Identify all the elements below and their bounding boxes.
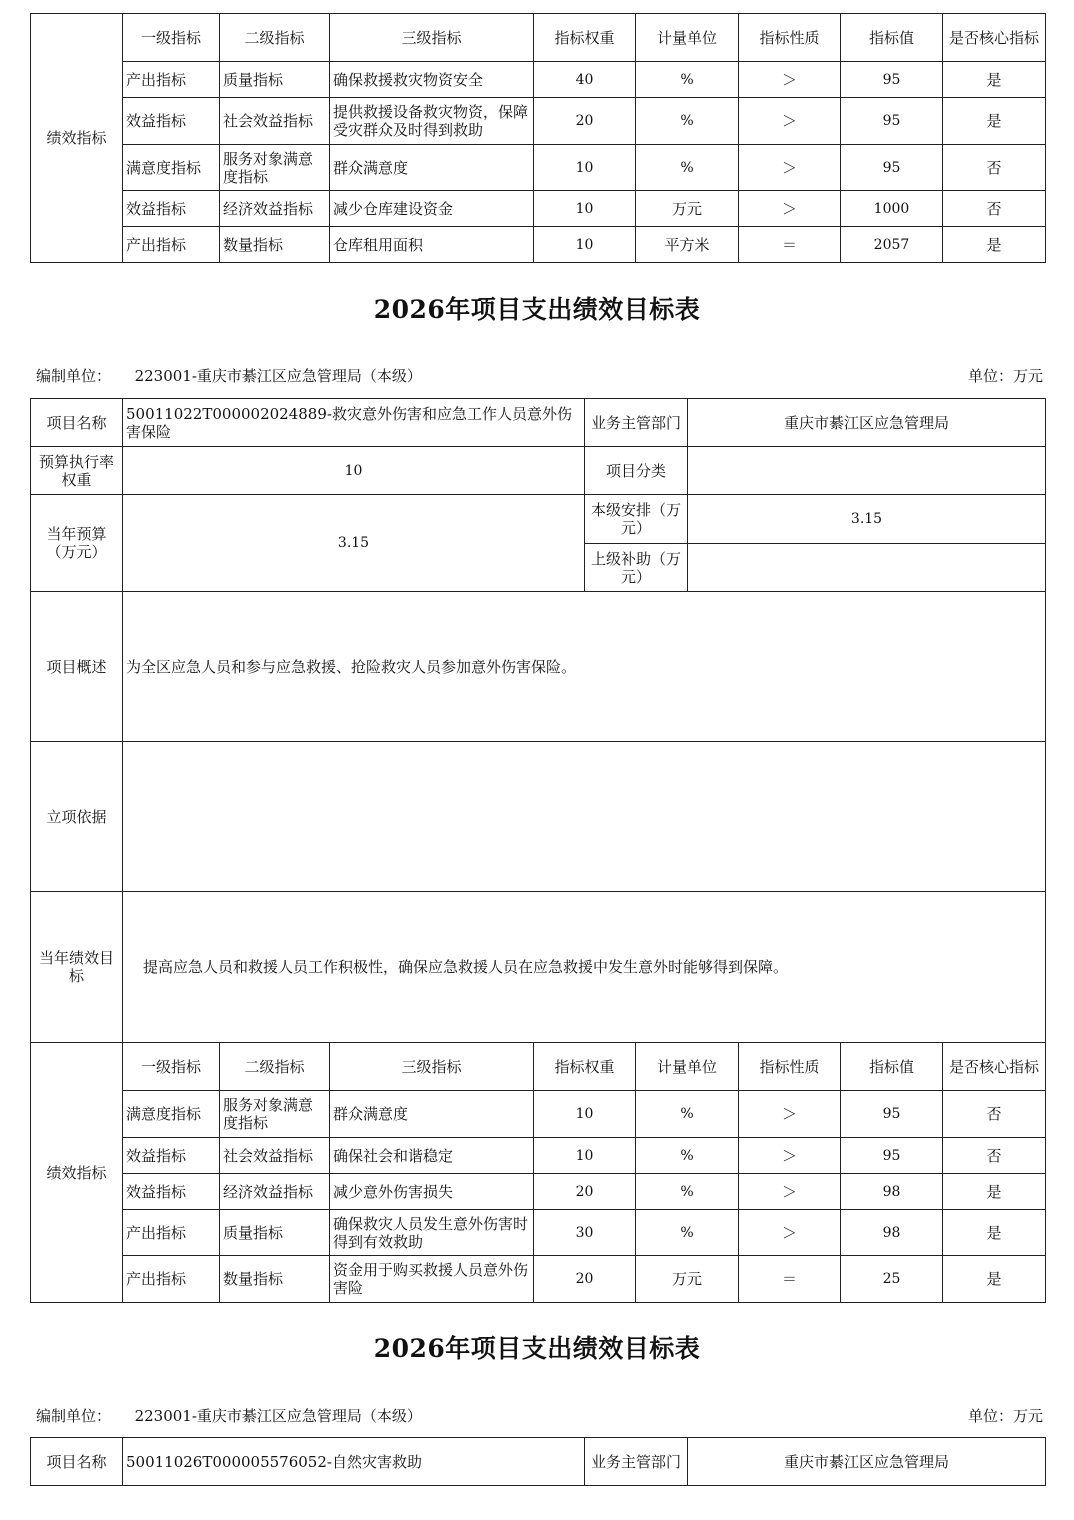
cell-nature: ＝ <box>739 227 841 263</box>
basis-value <box>123 742 1046 892</box>
cell-weight: 20 <box>534 98 636 145</box>
cell-level1: 产出指标 <box>123 227 220 263</box>
project-info-table <box>30 398 1046 1043</box>
cell-unit: 万元 <box>636 1256 739 1303</box>
header-core: 是否核心指标 <box>943 1043 1046 1091</box>
cell-weight: 10 <box>534 1138 636 1174</box>
compile-unit-label: 编制单位： <box>36 1407 112 1425</box>
cell-core: 否 <box>943 145 1046 191</box>
cell-unit: % <box>636 145 739 191</box>
table-row <box>31 191 1046 227</box>
overview-value: 为全区应急人员和参与应急救援、抢险救灾人员参加意外伤害保险。 <box>123 592 1046 742</box>
cell-value: 2057 <box>841 227 943 263</box>
cell-level3: 群众满意度 <box>330 1091 534 1138</box>
annual-goal-label: 当年绩效目标 <box>31 892 123 1043</box>
cell-level2: 数量指标 <box>220 1256 330 1303</box>
table-row <box>31 1138 1046 1174</box>
perf-label: 绩效指标 <box>31 14 123 263</box>
dept-label: 业务主管部门 <box>585 1438 688 1486</box>
cell-level3: 提供救援设备救灾物资，保障受灾群众及时得到救助 <box>330 98 534 145</box>
cell-weight: 10 <box>534 145 636 191</box>
cell-level2: 经济效益指标 <box>220 1174 330 1210</box>
cell-unit: % <box>636 62 739 98</box>
table-row <box>31 1210 1046 1256</box>
cell-nature: ＞ <box>739 145 841 191</box>
header-level1: 一级指标 <box>123 14 220 62</box>
cell-value: 95 <box>841 1091 943 1138</box>
header-level2: 二级指标 <box>220 1043 330 1091</box>
cell-level2: 服务对象满意度指标 <box>220 1091 330 1138</box>
cell-level1: 效益指标 <box>123 191 220 227</box>
table-row <box>31 227 1046 263</box>
table-row <box>31 62 1046 98</box>
header-weight: 指标权重 <box>534 1043 636 1091</box>
header-unit: 计量单位 <box>636 14 739 62</box>
header-nature: 指标性质 <box>739 14 841 62</box>
cell-level1: 效益指标 <box>123 1174 220 1210</box>
cell-weight: 40 <box>534 62 636 98</box>
project-name-value: 50011026T000005576052-自然灾害救助 <box>123 1438 585 1486</box>
header-value: 指标值 <box>841 14 943 62</box>
cell-level3: 群众满意度 <box>330 145 534 191</box>
budget-value: 3.15 <box>123 495 585 592</box>
cell-level3: 确保救援救灾物资安全 <box>330 62 534 98</box>
currency-unit: 单位：万元 <box>967 1407 1043 1425</box>
category-label: 项目分类 <box>585 447 688 495</box>
header-core: 是否核心指标 <box>943 14 1046 62</box>
cell-value: 95 <box>841 145 943 191</box>
perf-table-section2 <box>30 1042 1046 1303</box>
exec-rate-label: 预算执行率权重 <box>31 447 123 495</box>
cell-unit: % <box>636 98 739 145</box>
cell-core: 是 <box>943 62 1046 98</box>
cell-value: 98 <box>841 1174 943 1210</box>
cell-core: 是 <box>943 227 1046 263</box>
cell-core: 否 <box>943 1091 1046 1138</box>
cell-core: 否 <box>943 191 1046 227</box>
header-level3: 三级指标 <box>330 14 534 62</box>
cell-level1: 产出指标 <box>123 1256 220 1303</box>
cell-nature: ＞ <box>739 1174 841 1210</box>
cell-level1: 效益指标 <box>123 98 220 145</box>
table-row <box>31 1256 1046 1303</box>
cell-level2: 数量指标 <box>220 227 330 263</box>
header-weight: 指标权重 <box>534 14 636 62</box>
cell-level3: 确保社会和谐稳定 <box>330 1138 534 1174</box>
dept-label: 业务主管部门 <box>585 399 688 447</box>
cell-level2: 经济效益指标 <box>220 191 330 227</box>
cell-level3: 减少意外伤害损失 <box>330 1174 534 1210</box>
cell-nature: ＞ <box>739 1210 841 1256</box>
cell-value: 98 <box>841 1210 943 1256</box>
cell-nature: ＞ <box>739 191 841 227</box>
cell-level2: 质量指标 <box>220 62 330 98</box>
table-row <box>31 98 1046 145</box>
project-name-value: 50011022T000002024889-救灾意外伤害和应急工作人员意外伤害保险 <box>123 399 585 447</box>
cell-level2: 服务对象满意度指标 <box>220 145 330 191</box>
cell-core: 否 <box>943 1138 1046 1174</box>
cell-unit: % <box>636 1210 739 1256</box>
cell-weight: 30 <box>534 1210 636 1256</box>
compile-unit-row <box>36 1405 1043 1425</box>
cell-level1: 满意度指标 <box>123 145 220 191</box>
header-level1: 一级指标 <box>123 1043 220 1091</box>
cell-core: 是 <box>943 1210 1046 1256</box>
cell-core: 是 <box>943 1174 1046 1210</box>
overview-label: 项目概述 <box>31 592 123 742</box>
cell-value: 95 <box>841 1138 943 1174</box>
perf-label: 绩效指标 <box>31 1043 123 1303</box>
cell-value: 1000 <box>841 191 943 227</box>
table-row <box>31 1174 1046 1210</box>
cell-level1: 满意度指标 <box>123 1091 220 1138</box>
local-arrangement-value: 3.15 <box>688 495 1046 544</box>
cell-value: 95 <box>841 62 943 98</box>
currency-unit: 单位：万元 <box>967 367 1043 385</box>
cell-value: 95 <box>841 98 943 145</box>
header-unit: 计量单位 <box>636 1043 739 1091</box>
upper-subsidy-label: 上级补助（万元） <box>585 544 688 592</box>
dept-value: 重庆市綦江区应急管理局 <box>688 399 1046 447</box>
cell-level3: 仓库租用面积 <box>330 227 534 263</box>
budget-label: 当年预算（万元） <box>31 495 123 592</box>
annual-goal-value: 提高应急人员和救援人员工作积极性，确保应急救援人员在应急救援中发生意外时能够得到保障。 <box>123 892 1046 1043</box>
cell-nature: ＞ <box>739 1091 841 1138</box>
cell-unit: % <box>636 1174 739 1210</box>
cell-level3: 资金用于购买救援人员意外伤害险 <box>330 1256 534 1303</box>
dept-value: 重庆市綦江区应急管理局 <box>688 1438 1046 1486</box>
cell-value: 25 <box>841 1256 943 1303</box>
perf-table-top <box>30 13 1046 263</box>
cell-nature: ＞ <box>739 98 841 145</box>
upper-subsidy-value <box>688 544 1046 592</box>
cell-level2: 社会效益指标 <box>220 1138 330 1174</box>
cell-unit: 万元 <box>636 191 739 227</box>
project-info-table-2 <box>30 1437 1046 1486</box>
cell-weight: 20 <box>534 1256 636 1303</box>
cell-nature: ＞ <box>739 1138 841 1174</box>
compile-unit-label: 编制单位： <box>36 367 112 385</box>
cell-nature: ＝ <box>739 1256 841 1303</box>
cell-weight: 10 <box>534 227 636 263</box>
table-row <box>31 145 1046 191</box>
header-value: 指标值 <box>841 1043 943 1091</box>
cell-unit: % <box>636 1138 739 1174</box>
compile-unit-value: 223001-重庆市綦江区应急管理局（本级） <box>134 367 422 385</box>
cell-level2: 质量指标 <box>220 1210 330 1256</box>
cell-level3: 减少仓库建设资金 <box>330 191 534 227</box>
cell-level1: 产出指标 <box>123 1210 220 1256</box>
basis-label: 立项依据 <box>31 742 123 892</box>
cell-level1: 效益指标 <box>123 1138 220 1174</box>
section-title: 2026年项目支出绩效目标表 <box>373 295 701 324</box>
header-level2: 二级指标 <box>220 14 330 62</box>
project-name-label: 项目名称 <box>31 1438 123 1486</box>
section-title: 2026年项目支出绩效目标表 <box>373 1334 701 1363</box>
cell-unit: % <box>636 1091 739 1138</box>
exec-rate-value: 10 <box>123 447 585 495</box>
header-nature: 指标性质 <box>739 1043 841 1091</box>
cell-unit: 平方米 <box>636 227 739 263</box>
project-name-label: 项目名称 <box>31 399 123 447</box>
cell-level3: 确保救灾人员发生意外伤害时得到有效救助 <box>330 1210 534 1256</box>
cell-weight: 10 <box>534 1091 636 1138</box>
category-value <box>688 447 1046 495</box>
local-arrangement-label: 本级安排（万元） <box>585 495 688 544</box>
compile-unit-row <box>36 365 1043 385</box>
cell-weight: 20 <box>534 1174 636 1210</box>
compile-unit-value: 223001-重庆市綦江区应急管理局（本级） <box>134 1407 422 1425</box>
cell-level1: 产出指标 <box>123 62 220 98</box>
cell-core: 是 <box>943 1256 1046 1303</box>
table-row <box>31 1091 1046 1138</box>
cell-core: 是 <box>943 98 1046 145</box>
header-level3: 三级指标 <box>330 1043 534 1091</box>
cell-level2: 社会效益指标 <box>220 98 330 145</box>
cell-nature: ＞ <box>739 62 841 98</box>
cell-weight: 10 <box>534 191 636 227</box>
